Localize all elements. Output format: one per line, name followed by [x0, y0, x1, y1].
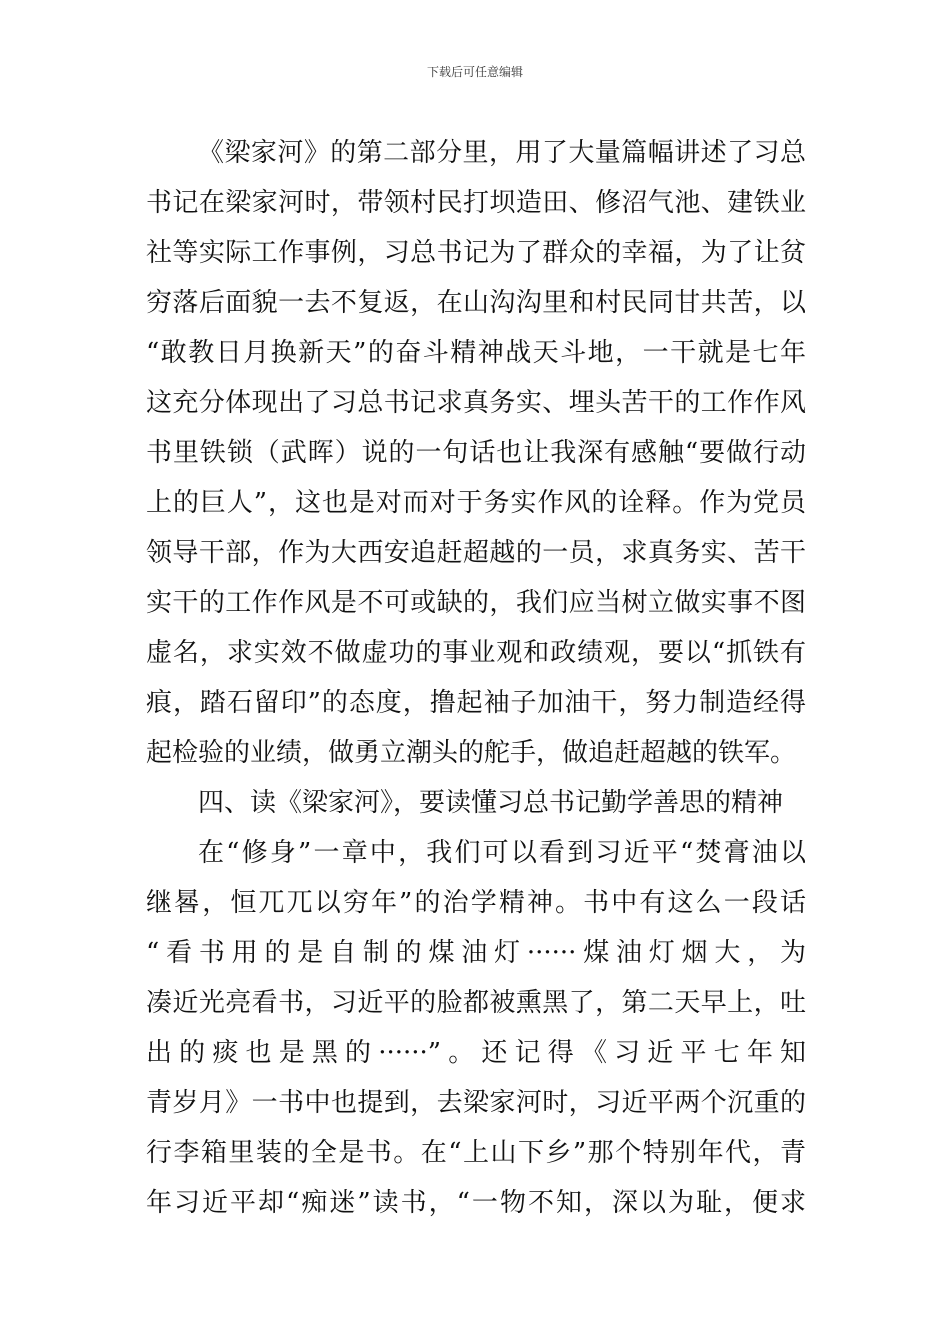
section-heading: 四、读《梁家河》，要读懂习总书记勤学善思的精神 — [198, 788, 784, 818]
paragraph-line: 上的巨人”，这也是对而对于务实作风的诠释。作为党员 — [146, 488, 806, 518]
paragraph-line: 书里铁锁（武晖）说的一句话也让我深有感触“要做行动 — [146, 438, 806, 468]
paragraph-line: 书记在梁家河时，带领村民打坝造田、修沼气池、建铁业 — [146, 188, 806, 218]
page-header: 下载后可任意编辑 — [426, 65, 523, 79]
paragraph-line: 行李箱里装的全是书。在“上山下乡”那个特别年代，青 — [146, 1138, 806, 1168]
paragraph-line: 实干的工作作风是不可或缺的，我们应当树立做实事不图 — [146, 588, 806, 618]
paragraph-line: 穷落后面貌一去不复返，在山沟沟里和村民同甘共苦，以 — [146, 288, 806, 318]
paragraph-line: 凑近光亮看书，习近平的脸都被熏黑了，第二天早上，吐 — [146, 988, 806, 1018]
paragraph-line: “敢教日月换新天”的奋斗精神战天斗地，一干就是七年 — [146, 338, 806, 368]
paragraph-line: “看书用的是自制的煤油灯······煤油灯烟大，为 — [146, 938, 806, 968]
paragraph-line: 青岁月》一书中也提到，去梁家河时，习近平两个沉重的 — [146, 1088, 806, 1118]
paragraph-line: 虚名，求实效不做虚功的事业观和政绩观，要以“抓铁有 — [146, 638, 806, 668]
paragraph-line: 这充分体现出了习总书记求真务实、埋头苦干的工作作风 — [146, 388, 806, 418]
paragraph-line: 年习近平却“痴迷”读书，“一物不知，深以为耻，便求 — [146, 1188, 806, 1218]
paragraph-line: 痕，踏石留印”的态度，撸起袖子加油干，努力制造经得 — [146, 688, 806, 718]
paragraph-line: 领导干部，作为大西安追赶超越的一员，求真务实、苦干 — [146, 538, 806, 568]
paragraph-line: 社等实际工作事例，习总书记为了群众的幸福，为了让贫 — [146, 238, 806, 268]
paragraph-line: 起检验的业绩，做勇立潮头的舵手，做追赶超越的铁军。 — [146, 738, 797, 768]
paragraph-line: 在“修身”一章中，我们可以看到习近平“焚膏油以 — [198, 838, 806, 868]
paragraph-line: 继晷，恒兀兀以穷年”的治学精神。书中有这么一段话 — [146, 888, 806, 918]
body-text — [146, 128, 806, 1228]
paragraph-line: 出的痰也是黑的······”。还记得《习近平七年知 — [146, 1038, 806, 1068]
paragraph-line: 《梁家河》的第二部分里，用了大量篇幅讲述了习总 — [198, 138, 806, 168]
